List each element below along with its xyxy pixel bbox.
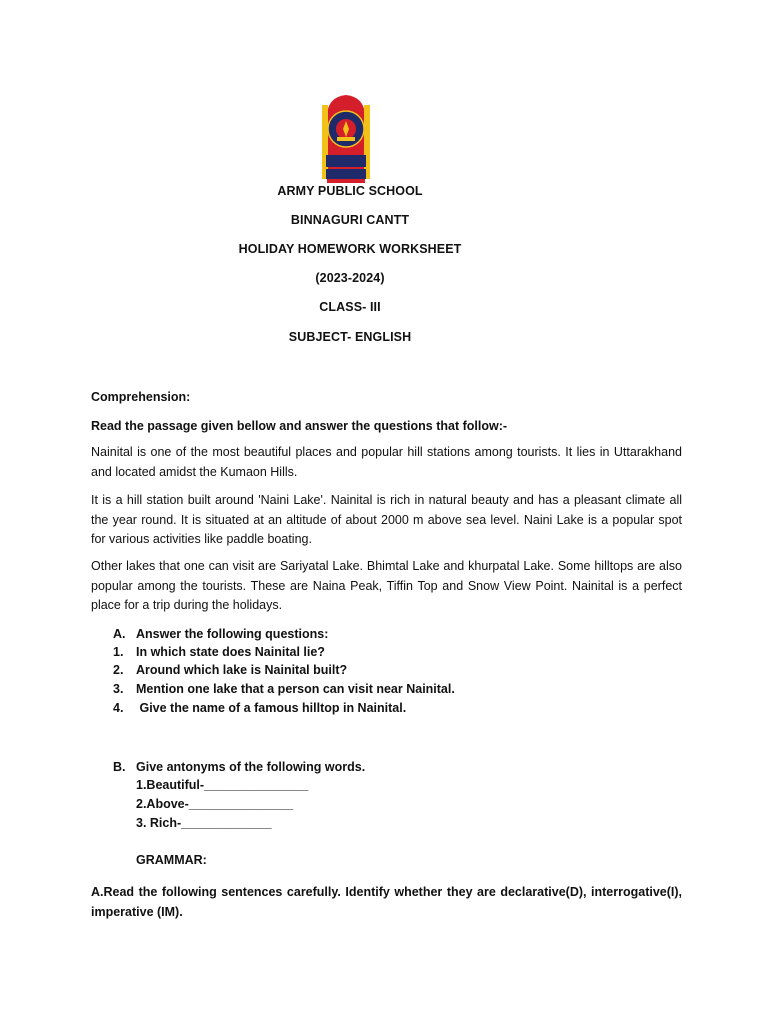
question-text: In which state does Nainital lie? <box>136 645 325 659</box>
question-number: 4. <box>113 701 124 715</box>
antonym-item-text: 1.Beautiful-_______________ <box>136 778 309 792</box>
comprehension-instruction: Read the passage given bellow and answer the questions that follow:- <box>91 419 508 433</box>
question-text: Around which lake is Nainital built? <box>136 663 348 677</box>
section-a-label: A. <box>113 627 126 641</box>
academic-year: (2023-2024) <box>315 271 385 285</box>
section-b-title: Give antonyms of the following words. <box>136 760 366 774</box>
question-text: Mention one lake that a person can visit near Nainital. <box>136 682 455 696</box>
worksheet-title: HOLIDAY HOMEWORK WORKSHEET <box>238 242 462 256</box>
section-a-title: Answer the following questions: <box>136 627 329 641</box>
section-b-label: B. <box>113 760 126 774</box>
passage-paragraph-2: It is a hill station built around 'Naini Lake'. Nainital is rich in natural beauty and has a pleasant climate all the year round. It is situated at an altitude of about 2000 m above sea level. Naini Lake is a popular spot for various activities like paddle boating. <box>91 493 682 546</box>
section-a-title-row <box>0 627 770 645</box>
question-text: Give the name of a famous hilltop in Nainital. <box>136 701 407 715</box>
antonym-item-text: 2.Above-_______________ <box>136 797 294 811</box>
passage-paragraph-3: Other lakes that one can visit are Sariyatal Lake. Bhimtal Lake and khurpatal Lake. Some hilltops are also popular among the tourists. These are Naina Peak, Tiffin Top and Snow View Point. Nainital is a perfect place for a trip during the holidays. <box>91 559 682 612</box>
question-number: 2. <box>113 663 124 677</box>
school-location: BINNAGURI CANTT <box>290 213 410 227</box>
passage-paragraph-1: Nainital is one of the most beautiful places and popular hill stations among tourists. It lies in Uttarakhand and located amidst the Kumaon Hills. <box>91 445 682 479</box>
grammar-heading: GRAMMAR: <box>136 853 207 867</box>
class-label: CLASS- III <box>319 300 381 314</box>
question-row <box>0 645 770 663</box>
antonym-item <box>0 797 770 815</box>
antonym-item-text: 3. Rich-_____________ <box>136 816 272 830</box>
grammar-heading-row <box>0 853 770 871</box>
grammar-instruction: A.Read the following sentences carefully. Identify whether they are declarative(D), interrogative(I), imperative (IM). <box>91 885 682 919</box>
school-crest-logo <box>318 93 374 183</box>
question-row <box>0 663 770 681</box>
question-number: 3. <box>113 682 124 696</box>
subject-label: SUBJECT- ENGLISH <box>288 330 412 344</box>
antonym-item <box>0 816 770 834</box>
question-row <box>0 701 770 719</box>
section-b-title-row <box>0 760 770 778</box>
school-name: ARMY PUBLIC SCHOOL <box>277 184 423 198</box>
antonym-item <box>0 778 770 796</box>
question-number: 1. <box>113 645 124 659</box>
comprehension-heading: Comprehension: <box>91 390 191 404</box>
question-row <box>0 682 770 700</box>
